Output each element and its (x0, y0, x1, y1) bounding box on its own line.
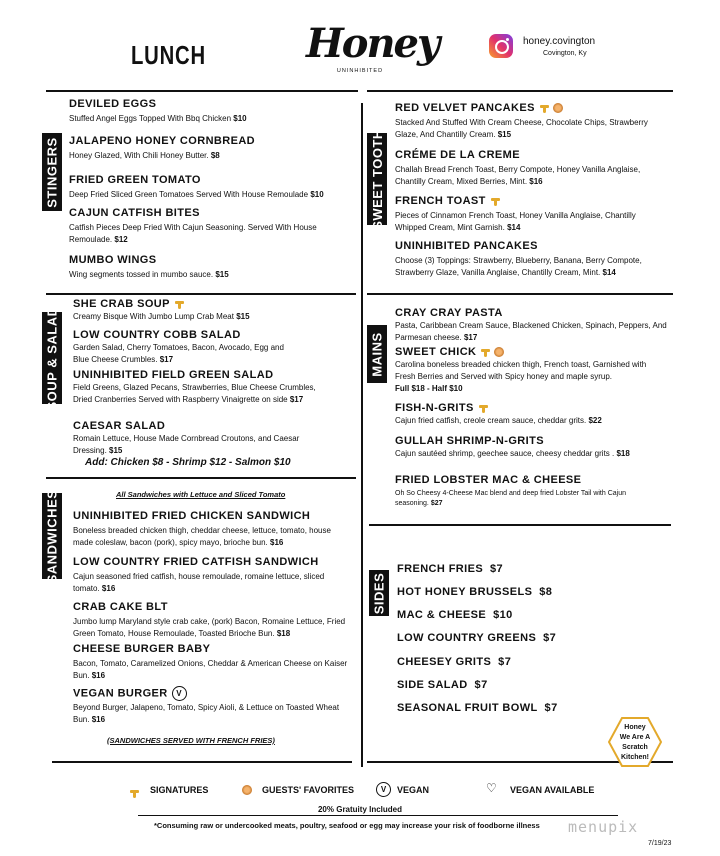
menu-item: LOW COUNTRY COBB SALAD Garden Salad, Cherry Tomatoes, Bacon, Avocado, Egg and Blue Cheese Crumbles. $17 (73, 329, 284, 364)
menu-item: FRIED GREEN TOMATO Deep Fried Sliced Green Tomatoes Served With House Remoulade $10 (69, 174, 324, 199)
menu-item: DEVILED EGGS Stuffed Angel Eggs Topped With Bbq Chicken $10 (69, 98, 247, 123)
menu-item: CRAB CAKE BLT Jumbo lump Maryland style crab cake, (pork) Bacon, Romaine Lettuce, Fried Green Tomato, House Remoulade, Toasted Brioche Bun. $18 (73, 601, 346, 638)
legend-vegan-available: VEGAN AVAILABLE (510, 785, 595, 795)
signature-icon (481, 348, 490, 357)
menu-item: UNINHIBITED PANCAKES Choose (3) Toppings: Strawberry, Blueberry, Banana, Berry Compote, Strawberry Glaze, Vanilla Anglaise, Chantilly Cream, Mint. $14 (395, 240, 642, 277)
signature-icon (175, 300, 184, 309)
section-label-sandwiches: SANDWICHES (42, 493, 62, 579)
side-item: HOT HONEY BRUSSELS $8 (397, 586, 553, 598)
badge-line: We Are A (619, 734, 651, 741)
legend-favorites: GUESTS' FAVORITES (262, 785, 354, 795)
sandwich-fries-note: (SANDWICHES SERVED WITH FRENCH FRIES) (107, 736, 275, 745)
section-label-sides: SIDES (369, 570, 389, 616)
menu-item: CAESAR SALAD Romain Lettuce, House Made Cornbread Croutons, and Caesar Dressing. $15 (73, 420, 300, 455)
favorite-icon (242, 785, 252, 795)
menu-item: CRAY CRAY PASTA Pasta, Caribbean Cream Sauce, Blackened Chicken, Spinach, Peppers, And Parmesan cheese. $17 (395, 307, 667, 342)
signature-icon (540, 104, 549, 113)
sandwich-note: All Sandwiches with Lettuce and Sliced Tomato (116, 490, 286, 499)
menu-item: CAJUN CATFISH BITES Catfish Pieces Deep Fried With Cajun Seasoning. Served With House Remoulade. $12 (69, 207, 317, 244)
menu-item: CRÉME DE LA CREME Challah Bread French Toast, Berry Compote, Honey Vanilla Anglaise, Chantilly Cream, Mixed Berries, Mint. $16 (395, 149, 641, 186)
menu-item: SWEET CHICK Carolina boneless breaded chicken thigh, French toast, Garnished with Fresh Berries and Served with Spicy honey and maple syrup. Full $18 - Half $10 (395, 346, 647, 393)
section-label-mains: MAINS (367, 325, 387, 383)
vegan-icon: V (376, 782, 391, 797)
menu-item: CHEESE BURGER BABY Bacon, Tomato, Caramelized Onions, Cheddar & American Cheese on Kaiser Bun. $16 (73, 643, 348, 680)
menu-item: FRENCH TOAST Pieces of Cinnamon French Toast, Honey Vanilla Anglaise, Chantilly Whipped Cream, Mint Garnish. $14 (395, 195, 636, 232)
menu-item: JALAPENO HONEY CORNBREAD Honey Glazed, With Chili Honey Butter. $8 (69, 135, 256, 160)
favorite-icon (494, 347, 504, 357)
side-item: MAC & CHEESE $10 (397, 609, 513, 621)
signature-icon (130, 789, 139, 798)
gratuity-note: 20% Gratuity Included (317, 805, 403, 814)
watermark: menupix (568, 818, 639, 836)
menu-item: LOW COUNTRY FRIED CATFISH SANDWICH Cajun seasoned fried catfish, house remoulade, romaine lettuce, sliced tomato. $16 (73, 556, 325, 593)
side-item: SEASONAL FRUIT BOWL $7 (397, 702, 558, 714)
menu-item: VEGAN BURGER V Beyond Burger, Jalapeno, Tomato, Spicy Aioli, & Lettuce on Toasted Wheat Bun. $16 (73, 687, 340, 724)
menu-item: FISH-N-GRITS Cajun fried catfish, creole cream sauce, cheddar grits. $22 (395, 402, 602, 425)
menu-date: 7/19/23 (648, 840, 672, 847)
logo-word: Honey (306, 20, 439, 67)
vegan-icon: V (172, 686, 187, 701)
salad-addons: Add: Chicken $8 - Shrimp $12 - Salmon $10 (85, 457, 291, 468)
health-warning: *Consuming raw or undercooked meats, poultry, seafood or egg may increase your risk of foodborne illness (154, 821, 540, 830)
scratch-kitchen-badge (608, 717, 662, 767)
menu-item: UNINHIBITED FIELD GREEN SALAD Field Greens, Glazed Pecans, Strawberries, Blue Cheese Crumbles, Dried Cranberries Served with Raspberry Vinaigrette on side $17 (73, 369, 316, 404)
signature-icon (491, 197, 500, 206)
section-label-sweet-tooth: SWEET TOOTH (367, 133, 387, 225)
page-title: LUNCH (131, 40, 206, 70)
vegan-available-icon: ♡ (486, 781, 497, 795)
instagram-icon[interactable] (489, 34, 513, 58)
instagram-handle[interactable]: honey.covington (523, 36, 596, 47)
section-label-stingers: STINGERS (42, 133, 62, 211)
legend-signatures: SIGNATURES (150, 785, 209, 795)
menu-item: SHE CRAB SOUP Creamy Bisque With Jumbo Lump Crab Meat $15 (73, 298, 250, 321)
favorite-icon (553, 103, 563, 113)
menu-item: GULLAH SHRIMP-N-GRITS Cajun sautéed shrimp, geechee sauce, cheesy cheddar grits . $18 (395, 435, 630, 458)
section-label-soup-salad: SOUP & SALAD (42, 312, 62, 404)
badge-line: Honey (624, 724, 646, 731)
badge-line: Kitchen! (621, 754, 649, 761)
menu-item: FRIED LOBSTER MAC & CHEESE Oh So Cheesy 4-Cheese Mac blend and deep fried Lobster Tail with Cajun seasoning. $27 (395, 474, 627, 507)
side-item: CHEESEY GRITS $7 (397, 656, 512, 668)
legend-vegan: VEGAN (397, 785, 430, 795)
badge-line: Scratch (622, 744, 648, 751)
side-item: SIDE SALAD $7 (397, 679, 488, 691)
menu-item: RED VELVET PANCAKES Stacked And Stuffed With Cream Cheese, Chocolate Chips, Strawberry Glaze, And Chantilly Cream. $15 (395, 102, 648, 139)
location: Covington, Ky (543, 50, 587, 57)
menu-item: UNINHIBITED FRIED CHICKEN SANDWICH Boneless breaded chicken thigh, cheddar cheese, lettuce, tomato, house made coleslaw, bacon (pork), spicy mayo, brioche bun. $16 (73, 510, 331, 547)
signature-icon (479, 404, 488, 413)
honey-logo (306, 12, 439, 90)
logo-subtitle: UNINHIBITED (336, 68, 384, 74)
menu-item: MUMBO WINGS Wing segments tossed in mumbo sauce. $15 (69, 254, 229, 279)
side-item: LOW COUNTRY GREENS $7 (397, 632, 557, 644)
side-item: FRENCH FRIES $7 (397, 563, 504, 575)
